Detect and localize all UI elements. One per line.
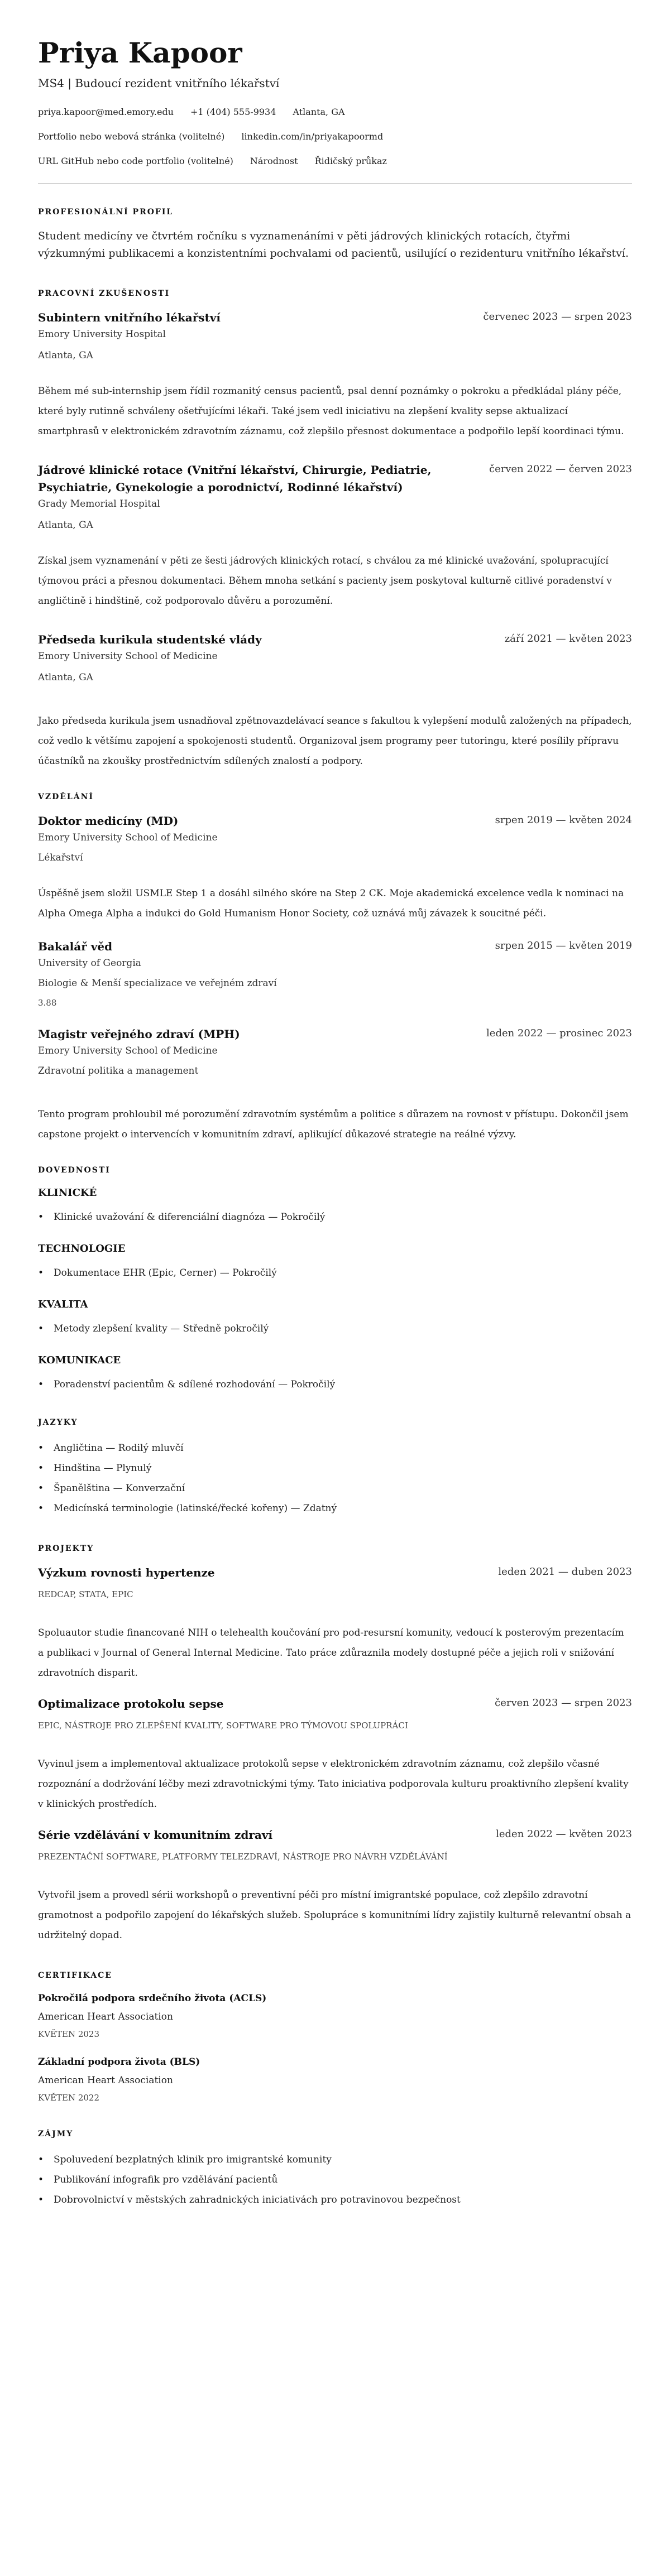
project-entry xyxy=(38,1564,632,1683)
experience-entry xyxy=(38,462,632,611)
skill-group-quality xyxy=(38,1297,632,1339)
project-title: Série vzdělávání v komunitním zdraví xyxy=(38,1828,273,1842)
school-name: Emory University School of Medicine xyxy=(38,1045,218,1056)
experience-entry xyxy=(38,631,632,771)
job-dates: září 2021 — květen 2023 xyxy=(504,633,632,645)
skill-group-title: KVALITA xyxy=(38,1299,88,1310)
project-dates: leden 2022 — květen 2023 xyxy=(496,1828,632,1840)
school-name: University of Georgia xyxy=(38,958,141,969)
skill-item: • Metody zlepšení kvality — Středně pokročilý xyxy=(38,1319,632,1339)
location: Atlanta, GA xyxy=(293,107,345,117)
job-location: Atlanta, GA xyxy=(38,672,93,683)
field-of-study: Lékařství xyxy=(38,852,83,863)
education-entry xyxy=(38,938,632,1009)
contact-row-2 xyxy=(38,131,632,143)
project-description: Vyvinul jsem a implementoval aktualizace protokolů sepse v elektronickém zdravotním záznamu, což zlepšilo včasné rozpoznání a dodržování léčby mezi zdravotnickými týmy. Tato iniciativa podporovala kulturu proaktivního zlepšení kvality v klinických prostředích. xyxy=(38,1758,629,1810)
degree-dates: srpen 2019 — květen 2024 xyxy=(495,814,632,826)
certification-entry xyxy=(38,1991,632,2040)
certification-date: KVĚTEN 2022 xyxy=(38,2093,100,2103)
project-entry xyxy=(38,1827,632,1945)
certifications-section xyxy=(38,1970,632,2104)
portfolio-link[interactable]: Portfolio nebo webová stránka (volitelné) xyxy=(38,131,225,142)
project-entry xyxy=(38,1695,632,1814)
language-item: • Medicínská terminologie (latinské/řecké kořeny) — Zdatný xyxy=(38,1498,632,1518)
job-title: Subintern vnitřního lékařství xyxy=(38,311,221,324)
field-of-study: Biologie & Menší specializace ve veřejném zdraví xyxy=(38,978,277,989)
project-title: Optimalizace protokolu sepse xyxy=(38,1697,224,1710)
project-technologies: PREZENTAČNÍ SOFTWARE, PLATFORMY TELEZDRAVÍ, NÁSTROJE PRO NÁVRH VZDĚLÁVÁNÍ xyxy=(38,1852,448,1862)
interests-section xyxy=(38,2128,632,2210)
employer: Emory University Hospital xyxy=(38,329,166,340)
github-link[interactable]: URL GitHub nebo code portfolio (volitelné) xyxy=(38,156,233,166)
skill-group-title: KOMUNIKACE xyxy=(38,1354,121,1366)
header-divider xyxy=(38,183,632,184)
skill-group-title: KLINICKÉ xyxy=(38,1187,97,1199)
project-dates: leden 2021 — duben 2023 xyxy=(498,1566,632,1578)
skills-section xyxy=(38,1165,632,1395)
skill-group-clinical xyxy=(38,1186,632,1227)
job-description: Během mé sub-internship jsem řídil rozmanitý census pacientů, psal denní poznámky o pokroku a předkládal plány péče, které byly rutinně schváleny ošetřujícími lékaři. Také jsem vedl iniciativu na zlepšení kvality sepse aktualizací smartphrasů v elektronickém zdravotním záznamu, což zlepšilo přesnost dokumentace a podpořilo lepší koordinaci týmu. xyxy=(38,386,624,437)
degree-description: Úspěšně jsem složil USMLE Step 1 a dosáhl silného skóre na Step 2 CK. Moje akademická excelence vedla k nominaci na Alpha Omega Alpha a indukci do Gold Humanism Honor Society, což uznává můj závazek k soucitné péči. xyxy=(38,888,624,919)
section-title: JAZYKY xyxy=(38,1418,78,1427)
section-title: ZÁJMY xyxy=(38,2130,74,2138)
job-location: Atlanta, GA xyxy=(38,350,93,361)
education-section xyxy=(38,791,632,1145)
contact-row-1 xyxy=(38,106,632,118)
employer: Emory University School of Medicine xyxy=(38,651,218,662)
contact-row-3 xyxy=(38,155,632,167)
gpa: 3.88 xyxy=(38,998,57,1008)
email-link[interactable]: priya.kapoor@med.emory.edu xyxy=(38,107,174,117)
section-title: PRACOVNÍ ZKUŠENOSTI xyxy=(38,289,170,298)
project-technologies: REDCAP, STATA, EPIC xyxy=(38,1589,133,1599)
degree-title: Magistr veřejného zdraví (MPH) xyxy=(38,1027,240,1041)
phone-number[interactable]: +1 (404) 555-9934 xyxy=(190,107,276,117)
school-name: Emory University School of Medicine xyxy=(38,832,218,843)
section-title: PROJEKTY xyxy=(38,1544,94,1553)
employer: Grady Memorial Hospital xyxy=(38,498,160,510)
section-title: VZDĚLÁNÍ xyxy=(38,792,94,801)
certification-issuer: American Heart Association xyxy=(38,2075,173,2086)
certification-date: KVĚTEN 2023 xyxy=(38,2029,100,2039)
profile-summary: Student medicíny ve čtvrtém ročníku s vyznamenáními v pěti jádrových klinických rotacích, čtyřmi výzkumnými publikacemi a konzistentními pochvalami od pacientů, usilující o rezidenturu vnitřního lékařství. xyxy=(38,230,629,259)
languages-section xyxy=(38,1417,632,1518)
projects-section xyxy=(38,1543,632,1945)
contact-info xyxy=(38,106,632,167)
candidate-name: Priya Kapoor xyxy=(38,36,242,69)
project-description: Spoluautor studie financované NIH o telehealth koučování pro pod-resursní komunity, vedoucí k posterovým prezentacím a publikaci v Journal of General Internal Medicine. Tato práce zdůraznila modely dostupné péče a jejich roli v snižování zdravotních disparit. xyxy=(38,1627,624,1679)
section-title: PROFESIONÁLNÍ PROFIL xyxy=(38,208,174,217)
language-item: • Hindština — Plynulý xyxy=(38,1458,632,1478)
job-dates: červenec 2023 — srpen 2023 xyxy=(483,311,632,323)
job-description: Jako předseda kurikula jsem usnadňoval zpětnovazdelávací seance s fakultou k vylepšení modulů založených na případech, což vedlo k většímu zapojení a spokojenosti studentů. Organizoval jsem programy peer tutoringu, které posílily přípravu účastníků na zkoušky prostřednictvím sdílených znalostí a podpory. xyxy=(38,715,632,767)
education-entry xyxy=(38,1026,632,1145)
certification-title: Základní podpora života (BLS) xyxy=(38,2056,200,2068)
degree-dates: srpen 2015 — květen 2019 xyxy=(495,940,632,951)
certification-issuer: American Heart Association xyxy=(38,2011,173,2022)
project-description: Vytvořil jsem a provedl sérii workshopů o preventivní péči pro místní imigrantské populace, což zlepšilo zdravotní gramotnost a podpořilo zapojení do lékařských služeb. Spolupráce s komunitními lídry zajistily kulturně relevantní obsah a udržitelný dopad. xyxy=(38,1890,631,1941)
language-item: • Španělština — Konverzační xyxy=(38,1478,632,1498)
degree-title: Bakalář věd xyxy=(38,940,113,953)
job-title: Jádrové klinické rotace (Vnitřní lékařství, Chirurgie, Pediatrie, Psychiatrie, Gynekologie a porodnictví, Rodinné lékařství) xyxy=(38,463,432,494)
language-item: • Angličtina — Rodilý mluvčí xyxy=(38,1438,632,1458)
experience-section xyxy=(38,288,632,771)
certification-entry xyxy=(38,2055,632,2104)
field-of-study: Zdravotní politika a management xyxy=(38,1065,199,1076)
project-title: Výzkum rovnosti hypertenze xyxy=(38,1566,215,1579)
skill-item: • Dokumentace EHR (Epic, Cerner) — Pokročilý xyxy=(38,1263,632,1283)
experience-entry xyxy=(38,309,632,441)
resume-header xyxy=(38,35,632,184)
skill-group-communication xyxy=(38,1353,632,1395)
skill-group-technology xyxy=(38,1242,632,1283)
project-technologies: EPIC, NÁSTROJE PRO ZLEPŠENÍ KVALITY, SOFTWARE PRO TÝMOVOU SPOLUPRÁCI xyxy=(38,1720,408,1731)
profile-section xyxy=(38,206,632,262)
job-location: Atlanta, GA xyxy=(38,520,93,531)
skill-group-title: TECHNOLOGIE xyxy=(38,1243,126,1255)
linkedin-link[interactable]: linkedin.com/in/priyakapoormd xyxy=(241,131,384,142)
interest-item: • Spoluvedení bezplatných klinik pro imigrantské komunity xyxy=(38,2150,632,2170)
skill-item: • Klinické uvažování & diferenciální diagnóza — Pokročilý xyxy=(38,1207,632,1227)
skill-item: • Poradenství pacientům & sdílené rozhodování — Pokročilý xyxy=(38,1374,632,1395)
project-dates: červen 2023 — srpen 2023 xyxy=(495,1697,632,1709)
degree-dates: leden 2022 — prosinec 2023 xyxy=(486,1027,632,1039)
interest-item: • Publikování infografik pro vzdělávání pacientů xyxy=(38,2170,632,2190)
certification-title: Pokročilá podpora srdečního života (ACLS) xyxy=(38,1993,267,2004)
degree-title: Doktor medicíny (MD) xyxy=(38,814,179,828)
nationality: Národnost xyxy=(250,156,298,166)
education-entry xyxy=(38,813,632,924)
job-title: Předseda kurikula studentské vlády xyxy=(38,633,262,646)
interest-item: • Dobrovolnictví v městských zahradnických iniciativách pro potravinovou bezpečnost xyxy=(38,2190,632,2210)
section-title: CERTIFIKACE xyxy=(38,1971,112,1980)
degree-description: Tento program prohloubil mé porozumění zdravotním systémům a politice s důrazem na rovnost v přístupu. Dokončil jsem capstone projekt o intervencích v komunitním zdraví, aplikující důkazové strategie na reálné výzvy. xyxy=(38,1109,629,1140)
drivers-license: Řidičský průkaz xyxy=(314,156,387,166)
job-dates: červen 2022 — červen 2023 xyxy=(489,463,632,475)
section-title: DOVEDNOSTI xyxy=(38,1166,111,1175)
job-description: Získal jsem vyznamenání v pěti ze šesti jádrových klinických rotací, s chválou za mé klinické uvažování, spolupracující týmovou práci a přesnou dokumentaci. Během mnoha setkání s pacienty jsem poskytoval kulturně citlivé poradenství v angličtině i hindštině, což podporovalo důvěru a porozumění. xyxy=(38,555,612,607)
candidate-headline: MS4 | Budoucí rezident vnitřního lékařství xyxy=(38,76,280,90)
